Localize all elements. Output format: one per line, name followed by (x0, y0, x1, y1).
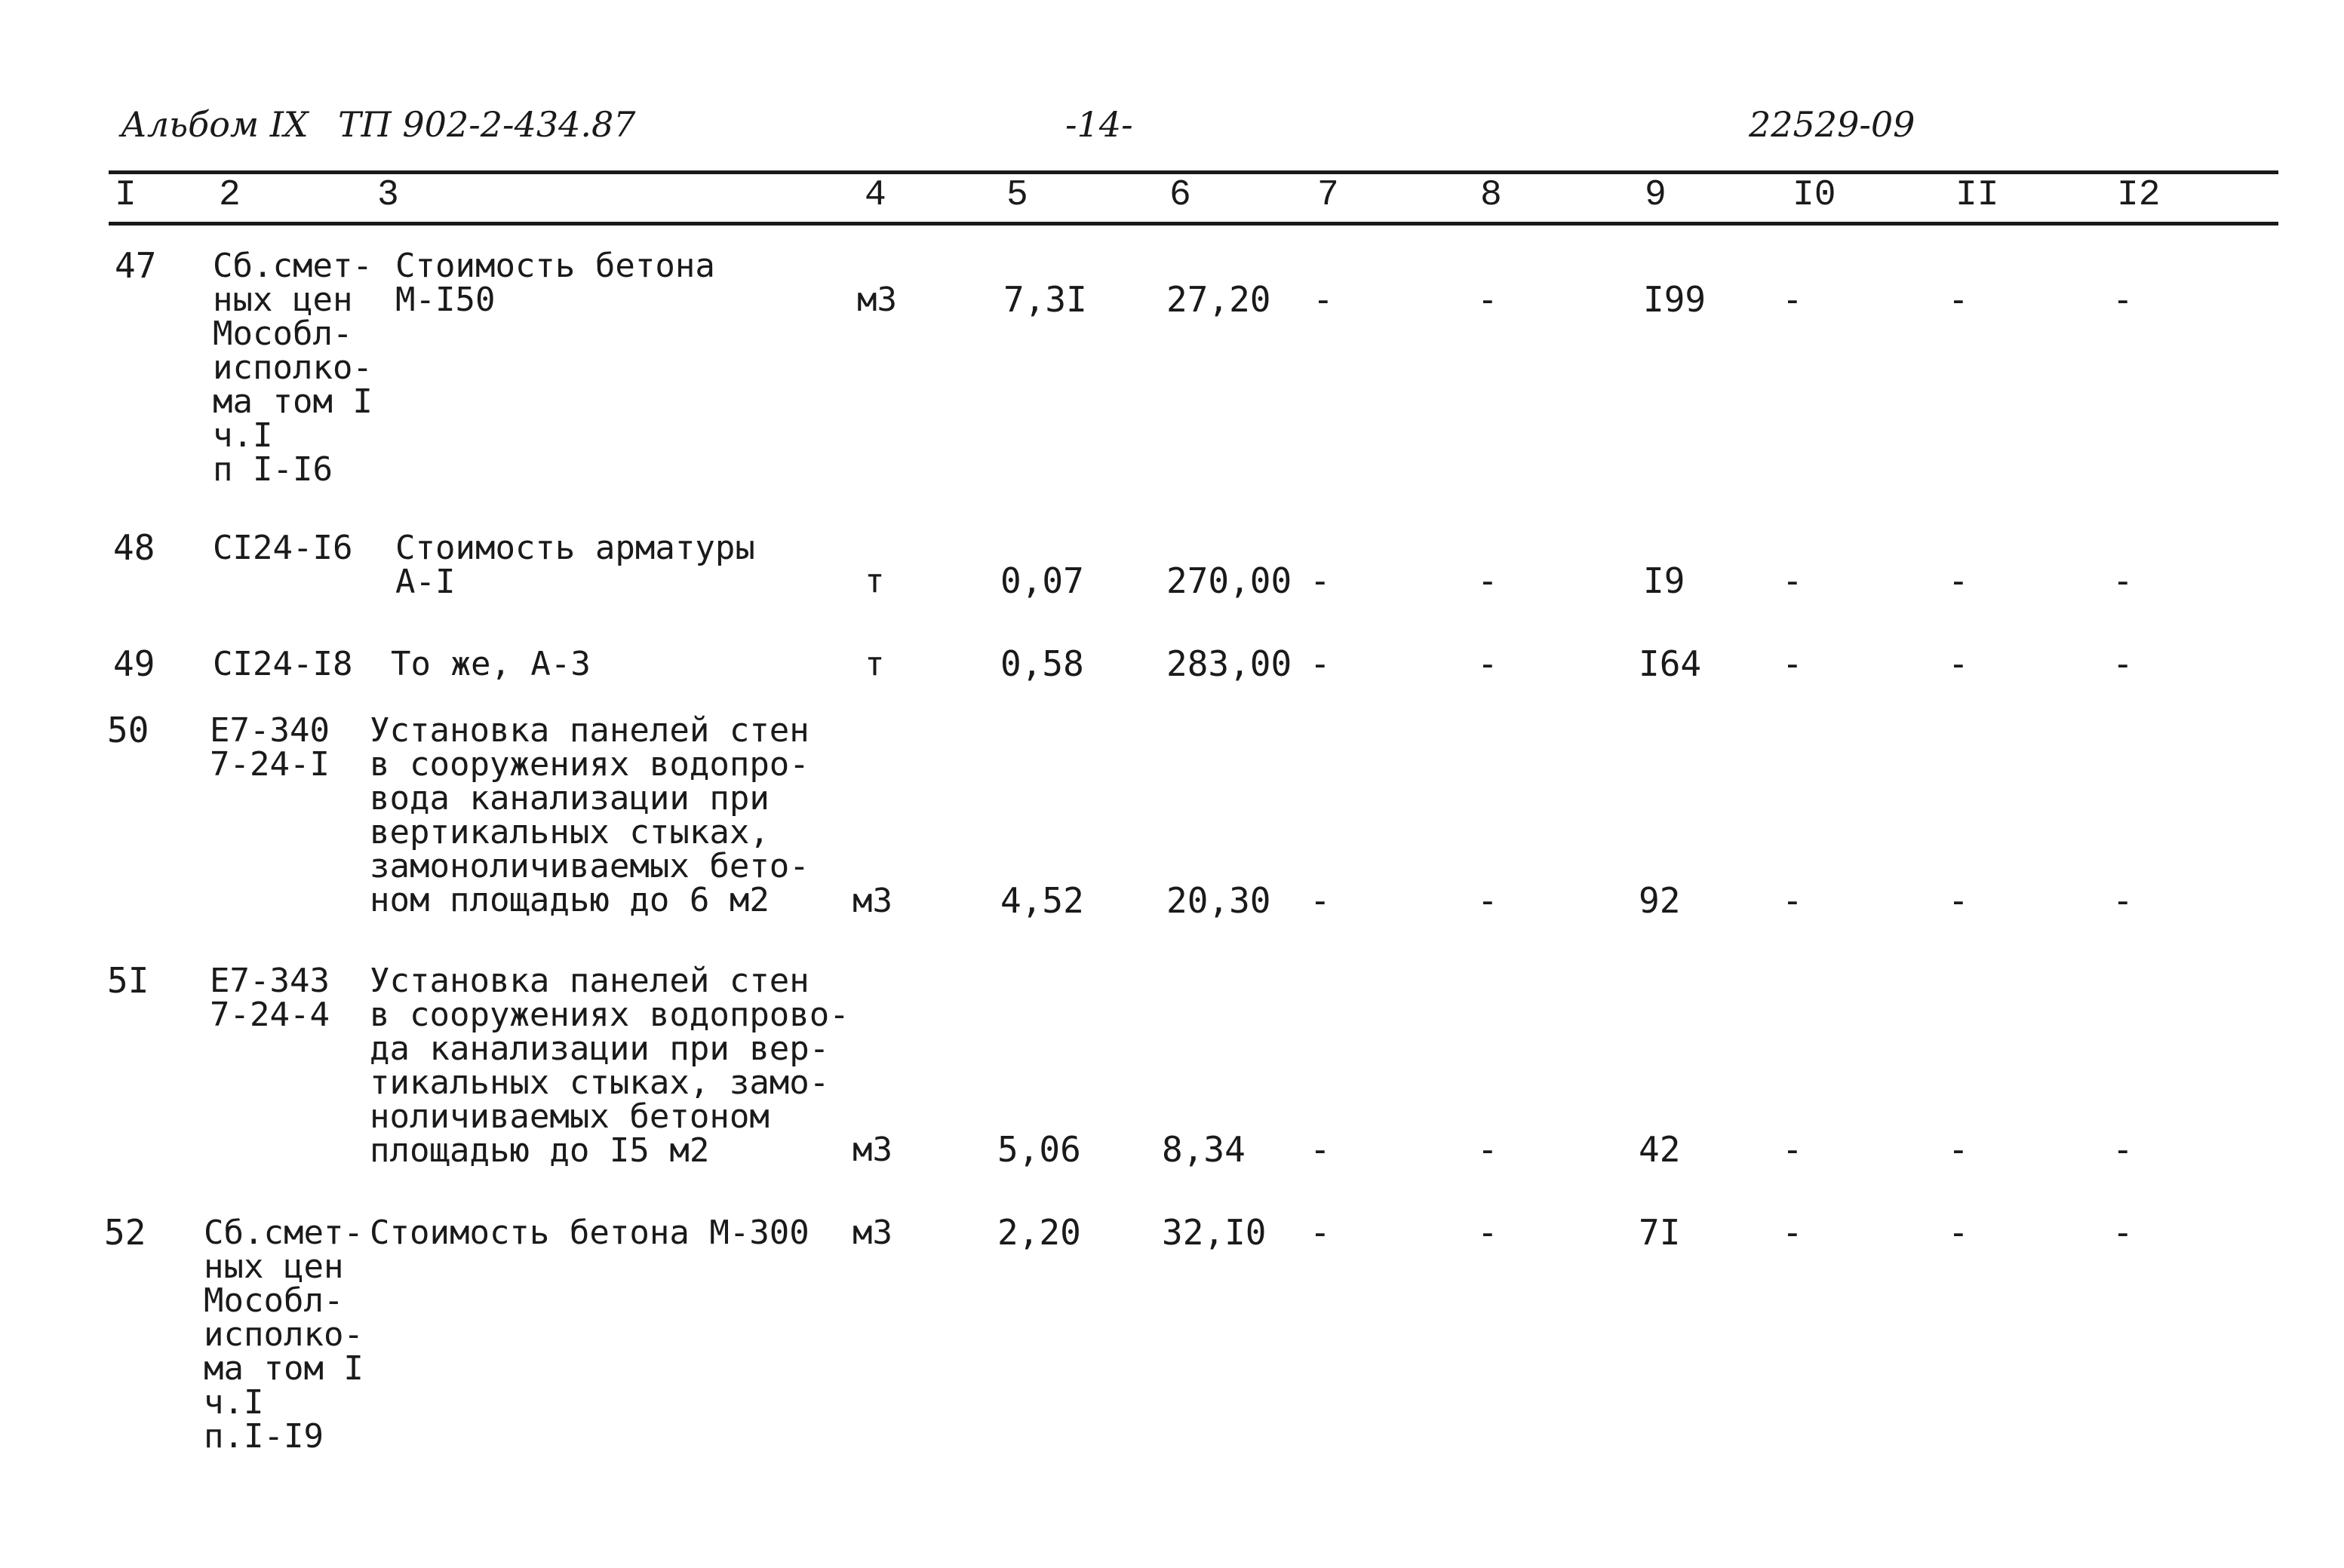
col-12-value: - (2112, 880, 2134, 921)
quantity: 7,3I (1003, 279, 1087, 320)
quantity: 5,06 (997, 1129, 1081, 1170)
col-7-value: - (1310, 560, 1331, 601)
col-12-value: - (2112, 643, 2134, 684)
column-header: 2 (219, 175, 241, 216)
unit: м3 (853, 882, 892, 920)
source-reference: Е7-340 7-24-I (210, 711, 330, 784)
quantity: 4,52 (1000, 880, 1084, 921)
col-12-value: - (2112, 1129, 2134, 1170)
col-8-value: - (1477, 560, 1498, 601)
column-header: I0 (1793, 175, 1836, 216)
col-10-value: - (1782, 279, 1803, 320)
unit: м3 (857, 281, 897, 319)
col-7-value: - (1310, 643, 1331, 684)
unit: т (865, 562, 885, 600)
unit-price: 8,34 (1162, 1129, 1246, 1170)
column-header: 4 (865, 175, 886, 216)
header-bottom-rule (109, 222, 2278, 226)
column-header: 8 (1480, 175, 1502, 216)
work-description: Стоимость бетона М-I50 (395, 247, 715, 319)
total-cost: 92 (1639, 880, 1681, 921)
row-number: 48 (113, 527, 155, 568)
work-description: То же, А-3 (391, 645, 591, 683)
col-7-value: - (1310, 1212, 1331, 1253)
column-header: 3 (377, 175, 399, 216)
unit-price: 283,00 (1166, 643, 1292, 684)
source-reference: Сб.смет- ных цен Мособл- исполко- ма том I ч.I п.I-I9 (204, 1214, 364, 1456)
row-number: 49 (113, 643, 155, 684)
project-code: ТП 902-2-434.87 (338, 104, 636, 145)
column-header: 5 (1006, 175, 1028, 216)
row-number: 47 (115, 245, 157, 286)
col-8-value: - (1477, 1129, 1498, 1170)
col-10-value: - (1782, 560, 1803, 601)
column-header: I (115, 175, 137, 216)
unit-price: 20,30 (1166, 880, 1271, 921)
col-10-value: - (1782, 880, 1803, 921)
total-cost: I64 (1639, 643, 1702, 684)
col-11-value: - (1948, 643, 1969, 684)
col-8-value: - (1477, 279, 1498, 320)
row-number: 50 (107, 710, 149, 750)
col-7-value: - (1310, 1129, 1331, 1170)
col-7-value: - (1310, 880, 1331, 921)
col-12-value: - (2112, 1212, 2134, 1253)
col-8-value: - (1477, 1212, 1498, 1253)
total-cost: I99 (1643, 279, 1707, 320)
column-header: 9 (1645, 175, 1667, 216)
col-11-value: - (1948, 1129, 1969, 1170)
work-description: Стоимость бетона М-300 (370, 1214, 809, 1252)
unit-price: 32,I0 (1162, 1212, 1267, 1253)
source-reference: Сб.смет- ных цен Мособл- исполко- ма том I ч.I п I-I6 (213, 247, 373, 489)
album-label: Альбом IX (121, 104, 309, 145)
total-cost: 7I (1639, 1212, 1681, 1253)
column-header: 7 (1317, 175, 1339, 216)
column-header: I2 (2117, 175, 2161, 216)
col-11-value: - (1948, 279, 1969, 320)
unit: т (865, 645, 885, 683)
col-12-value: - (2112, 279, 2134, 320)
row-number: 52 (104, 1212, 146, 1253)
column-header: 6 (1169, 175, 1191, 216)
unit-price: 270,00 (1166, 560, 1292, 601)
total-cost: I9 (1643, 560, 1685, 601)
total-cost: 42 (1639, 1129, 1681, 1170)
unit-price: 27,20 (1166, 279, 1271, 320)
page-number: -14- (1065, 104, 1133, 145)
quantity: 2,20 (997, 1212, 1081, 1253)
col-11-value: - (1948, 560, 1969, 601)
work-description: Установка панелей стен в сооружениях водопро- вода канализации при вертикальных стыках, замоноличиваемых бето- ном площадью до 6 м2 (370, 711, 809, 919)
work-description: Стоимость арматуры А-I (395, 529, 755, 601)
quantity: 0,58 (1000, 643, 1084, 684)
col-8-value: - (1477, 643, 1498, 684)
source-reference: CI24-I6 (213, 529, 353, 567)
source-reference: CI24-I8 (213, 645, 353, 683)
work-description: Установка панелей стен в сооружениях водопрово- да канализации при вер- тикальных стыках, замо- ноличиваемых бетоном площадью до I5 м2 (370, 962, 849, 1170)
col-10-value: - (1782, 1212, 1803, 1253)
unit: м3 (853, 1214, 892, 1252)
source-reference: Е7-343 7-24-4 (210, 962, 330, 1034)
col-11-value: - (1948, 880, 1969, 921)
quantity: 0,07 (1000, 560, 1084, 601)
row-number: 5I (107, 960, 149, 1001)
unit: м3 (853, 1131, 892, 1169)
col-8-value: - (1477, 880, 1498, 921)
col-7-value: - (1313, 279, 1334, 320)
col-12-value: - (2112, 560, 2134, 601)
column-header: II (1955, 175, 1999, 216)
col-10-value: - (1782, 643, 1803, 684)
col-10-value: - (1782, 1129, 1803, 1170)
col-11-value: - (1948, 1212, 1969, 1253)
header-top-rule (109, 170, 2278, 174)
document-number: 22529-09 (1749, 104, 1915, 145)
